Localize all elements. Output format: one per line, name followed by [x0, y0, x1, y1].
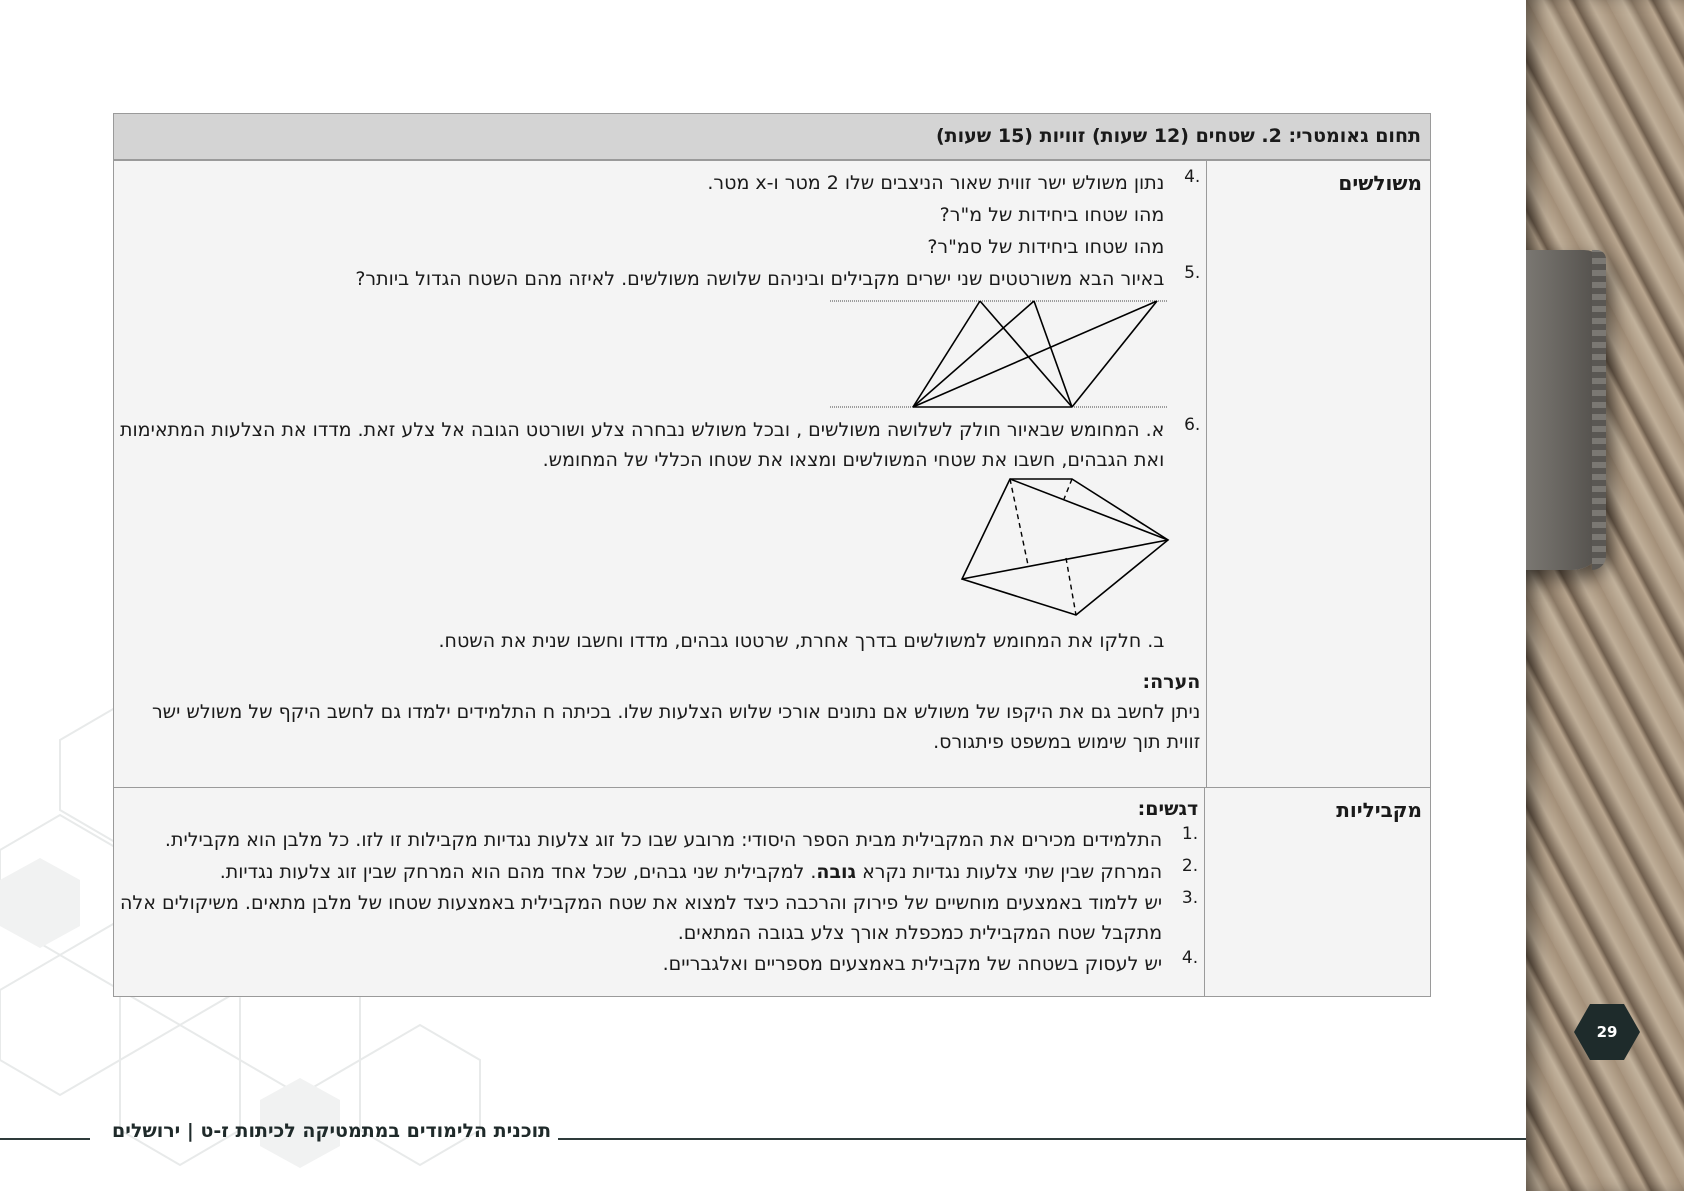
table-row-triangles	[114, 160, 1430, 787]
list-item	[120, 824, 1198, 856]
question-text: מהו שטחו ביחידות של סמ"ר?	[927, 236, 1165, 258]
item-text-part: . למקבילית שני גבהים, שכל אחד מהם הוא המרחק שבין זוג צלעות נגדיות.	[219, 861, 817, 883]
note-text: ניתן לחשב גם את היקפו של משולש אם נתונים אורכי שלוש הצלעות שלו. בכיתה ח התלמידים ילמדו גם לחשב היקף של משולש ישר	[151, 701, 1201, 723]
item-text: התלמידים מכירים את המקבילית מבית הספר היסודי: מרובע שבו כל זוג צלעות נגדיות מקבילות זו לזו. כל מלבן הוא מקבילית.	[164, 829, 1163, 851]
item-text-part: המרחק שבין שתי צלעות נגדיות נקרא	[856, 861, 1163, 883]
item-number: .3	[1181, 888, 1199, 908]
question-text: ב. חלקו את המחומש למשולשים בדרך אחרת, שרטטו גבהים, מדדו וחשבו שנית את השטח.	[438, 630, 1165, 652]
item-number: .5	[1184, 263, 1201, 283]
footer-rule-right	[558, 1138, 1526, 1140]
emphasis-title: דגשים:	[1137, 798, 1199, 820]
note-text: זווית תוך שימוש במשפט פיתגורס.	[933, 731, 1201, 753]
item-text	[120, 856, 1162, 888]
item-text-bold: גובה	[816, 861, 857, 883]
question-6	[120, 415, 1200, 475]
pentagon-figure	[120, 475, 1200, 623]
wooden-block-image	[1526, 250, 1606, 570]
footer-text: תוכנית הלימודים במתמטיקה לכיתות ז-ט | ירושלים	[112, 1120, 552, 1142]
topic-cell: משולשים	[1206, 161, 1430, 787]
question-6b	[120, 625, 1200, 657]
list-item	[120, 856, 1198, 888]
question-text: ואת הגבהים, חשבו את שטחי המשולשים ומצאו את שטחו הכללי של המחומש.	[542, 449, 1165, 471]
question-text: א. המחומש שבאיור חולק לשלושה משולשים , ובכל משולש נבחרה צלע ושורטט הגובה אל צלע זאת. מדדו את הצלעות המתאימות	[120, 419, 1165, 441]
list-item	[120, 888, 1198, 948]
page-number: 29	[1596, 1023, 1618, 1041]
item-number: .4	[1184, 167, 1201, 187]
item-text: יש לעסוק בשטחה של מקבילית באמצעים מספריים ואלגבריים.	[662, 953, 1163, 975]
question-4	[120, 167, 1200, 263]
curriculum-table	[113, 113, 1431, 997]
item-number-empty	[1164, 625, 1200, 657]
note-block	[120, 667, 1200, 757]
item-text: יש ללמוד באמצעים מוחשיים של פירוק והרכבה כיצד למצוא את שטח המקבילית באמצעות שטחו של מלבן מתאים. משיקולים אלה	[120, 892, 1163, 914]
item-number: .6	[1184, 415, 1201, 435]
question-5	[120, 263, 1200, 295]
item-text: מתקבל שטח המקבילית כמכפלת אורך צלע בגובה המתאים.	[677, 922, 1163, 944]
content-cell	[114, 788, 1204, 996]
page-footer	[0, 1120, 1526, 1150]
table-header: תחום גאומטרי: 2. שטחים (12 שעות) זוויות (15 שעות)	[114, 114, 1430, 160]
question-text: נתון משולש ישר זווית שאור הניצבים שלו 2 מטר ו-x מטר.	[707, 172, 1165, 194]
question-text: מהו שטחו ביחידות של מ"ר?	[939, 204, 1165, 226]
content-cell	[114, 161, 1206, 787]
footer-rule-left	[0, 1138, 90, 1140]
item-number: .4	[1181, 948, 1199, 968]
item-number: .1	[1181, 824, 1199, 844]
table-row-parallelograms	[114, 787, 1430, 996]
list-item	[120, 948, 1198, 980]
parallel-lines-triangles-figure	[120, 295, 1200, 413]
note-title: הערה:	[1142, 671, 1201, 693]
item-number: .2	[1181, 856, 1199, 876]
question-text: באיור הבא משורטטים שני ישרים מקבילים וביניהם שלושה משולשים. לאיזה מהם השטח הגדול ביותר?	[355, 268, 1165, 290]
topic-cell: מקביליות	[1204, 788, 1430, 996]
